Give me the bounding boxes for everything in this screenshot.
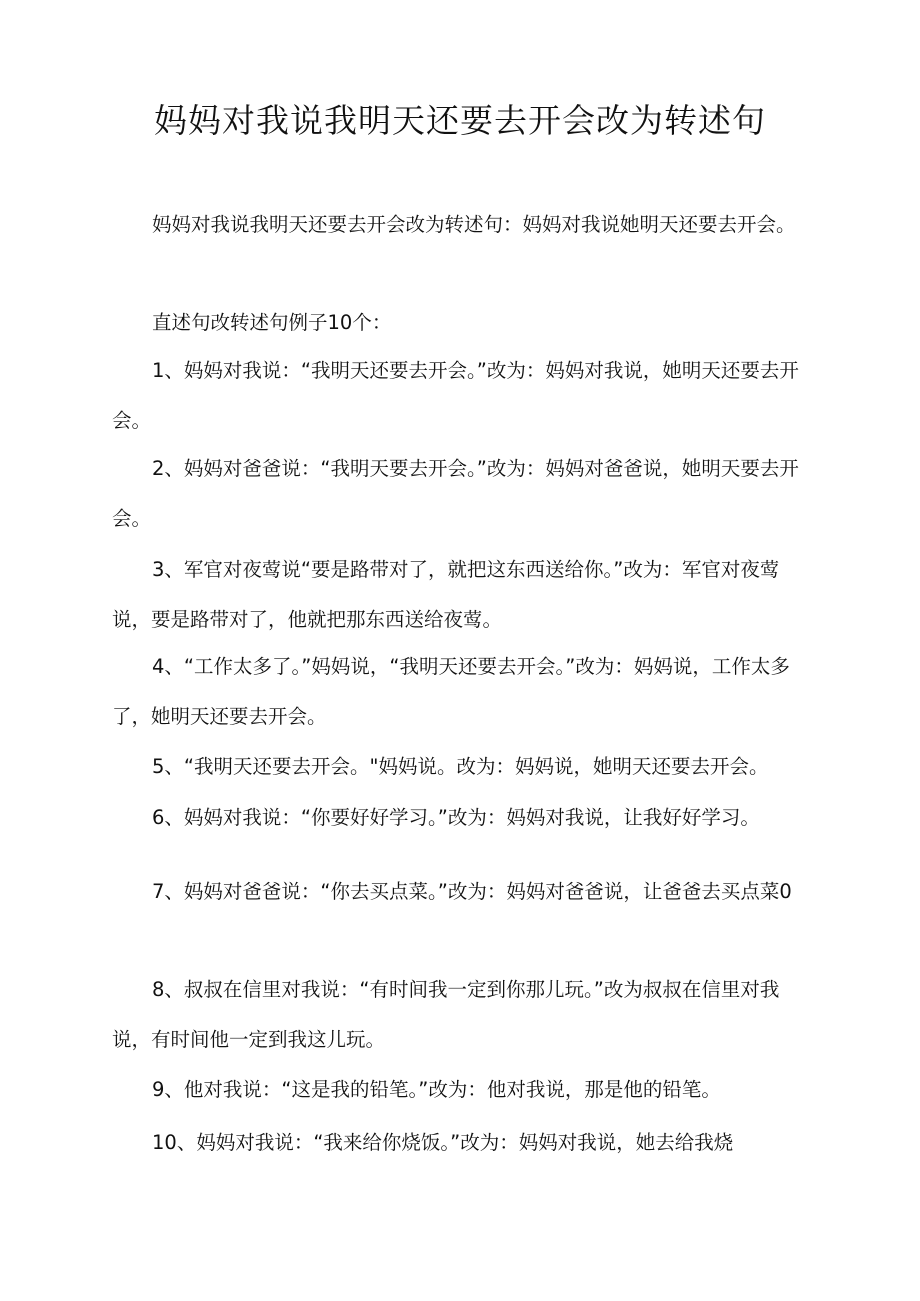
- example-item-5: 5、“我明天还要去开会。"妈妈说。改为：妈妈说，她明天还要去开会。: [152, 755, 769, 778]
- example-item-9: 9、他对我说：“这是我的铅笔。”改为：他对我说，那是他的铅笔。: [152, 1078, 721, 1101]
- example-item-2: 2、妈妈对爸爸说：“我明天要去开会。”改为：妈妈对爸爸说，她明天要去开会。: [112, 457, 799, 530]
- example-item-3: 3、军官对夜莺说“要是路带对了，就把这东西送给你。”改为：军官对夜莺说，要是路带对了，他就把那东西送给夜莺。: [112, 558, 780, 631]
- example-item-1: 1、妈妈对我说：“我明天还要去开会。”改为：妈妈对我说，她明天还要去开会。: [112, 359, 799, 432]
- example-item-10: 10、妈妈对我说：“我来给你烧饭。”改为：妈妈对我说，她去给我烧: [152, 1131, 734, 1154]
- example-item-4: 4、“工作太多了。”妈妈说，“我明天还要去开会。”改为：妈妈说，工作太多了，她明天还要去开会。: [112, 655, 790, 728]
- example-item-8: 8、叔叔在信里对我说：“有时间我一定到你那儿玩。”改为叔叔在信里对我说，有时间他一定到我这儿玩。: [112, 978, 780, 1051]
- document-title: 妈妈对我说我明天还要去开会改为转述句: [154, 101, 766, 140]
- list-lead-paragraph: 直述句改转述句例子10个：: [152, 311, 392, 334]
- example-item-7: 7、妈妈对爸爸说：“你去买点菜。”改为：妈妈对爸爸说，让爸爸去买点菜0: [152, 880, 792, 903]
- intro-paragraph: 妈妈对我说我明天还要去开会改为转述句：妈妈对我说她明天还要去开会。: [152, 213, 796, 236]
- example-item-6: 6、妈妈对我说：“你要好好学习。”改为：妈妈对我说，让我好好学习。: [152, 806, 760, 829]
